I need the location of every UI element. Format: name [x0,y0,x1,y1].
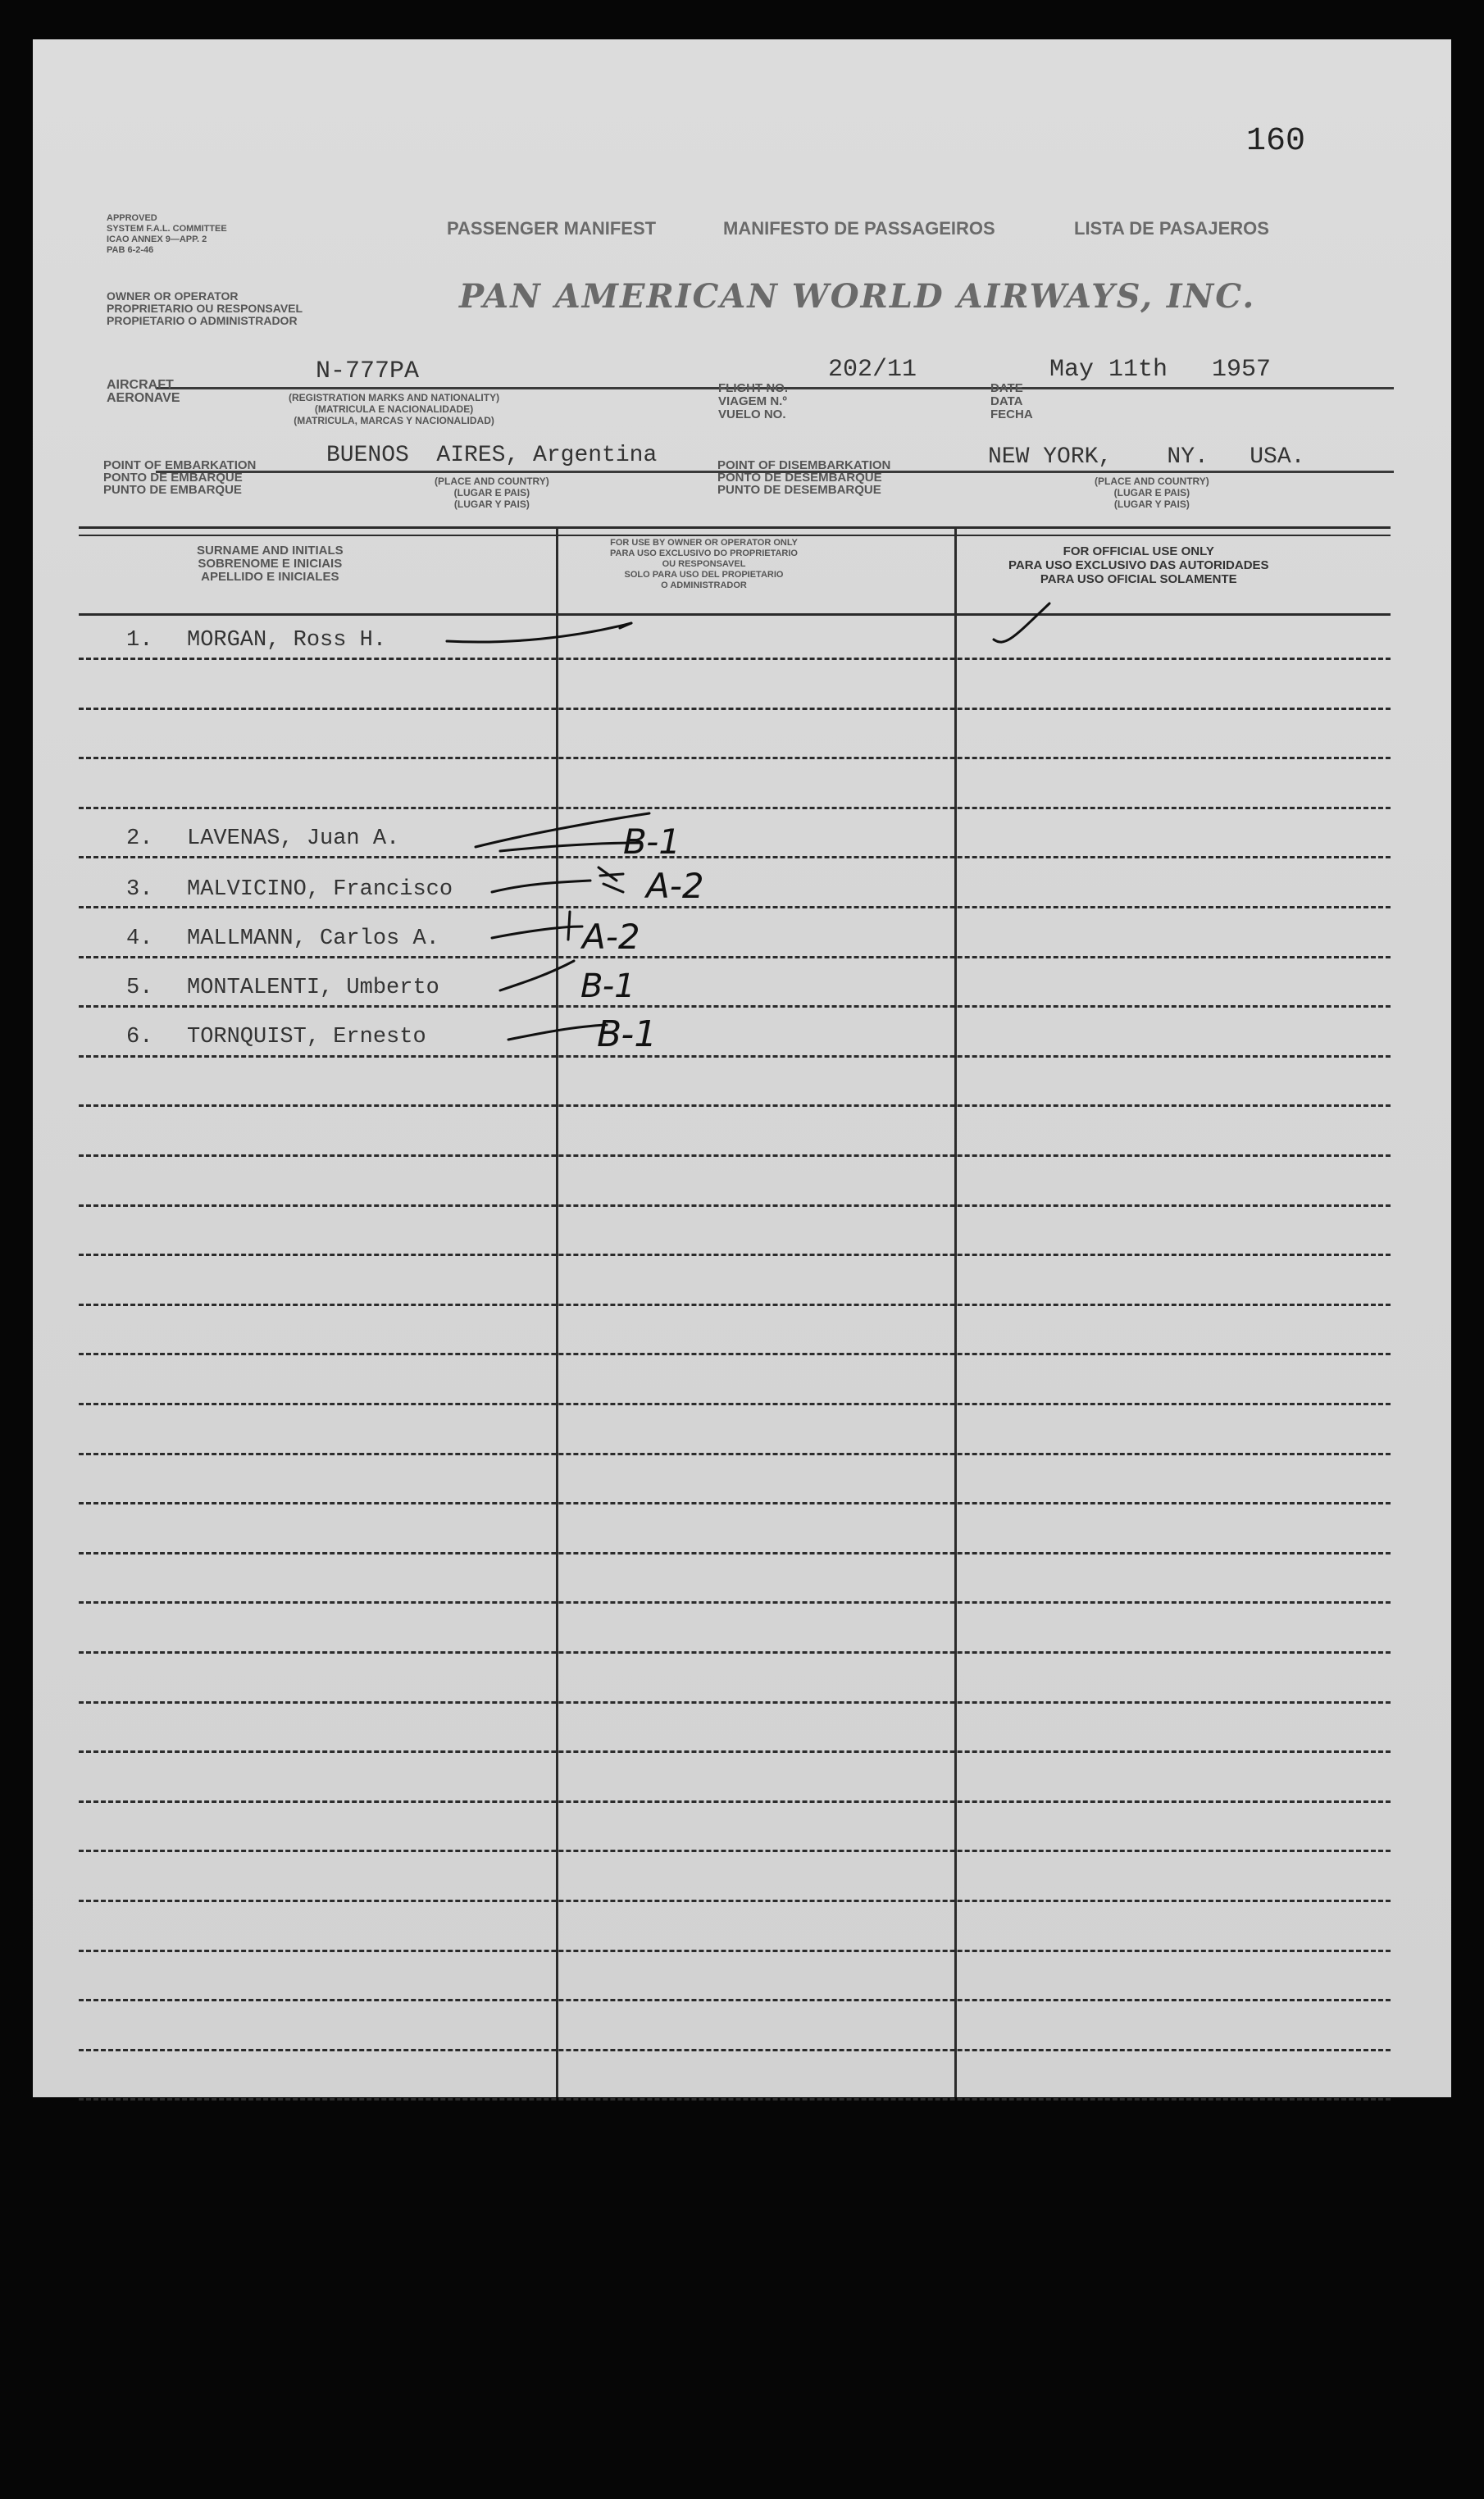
pen-line-2b [500,843,640,851]
scribble-mark [599,867,623,892]
row-rule [79,1750,1391,1753]
page-number: 160 [1246,123,1306,160]
date-label: DATE DATA FECHA [990,381,1033,421]
approval-line: PAB 6-2-46 [107,245,154,255]
pen-line-6 [508,1025,607,1040]
row-rule [79,1353,1391,1355]
pen-tick-4 [568,912,570,940]
row-rule [79,1502,1391,1504]
title-passenger-manifest: PASSENGER MANIFEST [447,218,657,239]
pen-line-1 [447,623,631,642]
official-check-mark [994,603,1049,642]
flight-label: FLIGHT NO. VIAGEM N.º VUELO NO. [718,381,788,421]
row-rule [79,1900,1391,1902]
passenger-number: 4. [126,926,153,951]
row-rule [79,1850,1391,1852]
seat-mark: B-1 [623,822,681,862]
disembark-value: NEW YORK, NY. USA. [988,444,1305,470]
passenger-number: 2. [126,826,153,851]
embark-caption: (PLACE AND COUNTRY) (LUGAR E PAIS) (LUGAR Y PAIS) [435,476,549,510]
seat-mark: A-2 [582,917,640,957]
embark-label: POINT OF EMBARKATION PONTO DE EMBARQUE PUNTO DE EMBARQUE [103,458,257,497]
handwritten-strokes [33,39,1451,1105]
seat-mark: A-2 [646,866,704,906]
owner-label: OWNER OR OPERATOR PROPRIETARIO OU RESPONSAVEL PROPIETARIO O ADMINISTRADOR [107,289,303,327]
row-rule [79,1304,1391,1306]
passenger-number: 5. [126,976,153,1000]
row-rule [79,1800,1391,1803]
row-rule [79,1204,1391,1207]
manifest-page [33,39,1451,2097]
passenger-name: LAVENAS, Juan A. [187,826,400,851]
aircraft-caption: (REGISTRATION MARKS AND NATIONALITY) (MATRICULA E NACIONALIDADE) (MATRICULA, MARCAS Y NACIONALIDAD) [289,392,500,426]
row-rule [79,2049,1391,2051]
passenger-number: 1. [126,628,153,653]
passenger-name: MALVICINO, Francisco [187,877,453,902]
row-rule [79,1601,1391,1604]
row-rule [79,1403,1391,1405]
passenger-name: MALLMANN, Carlos A. [187,926,439,951]
row-rule [79,1154,1391,1157]
passenger-number: 3. [126,877,153,902]
date-value: May 11th 1957 [1049,356,1272,384]
flight-value: 202/11 [828,356,917,384]
approval-line: ICAO ANNEX 9—APP. 2 [107,234,207,244]
passenger-name: MORGAN, Ross H. [187,628,387,653]
disembark-label: POINT OF DISEMBARKATION PONTO DE DESEMBARQUE PUNTO DE DESEMBARQUE [717,458,891,497]
embark-value: BUENOS AIRES, Argentina [326,443,658,468]
passenger-name: MONTALENTI, Umberto [187,976,439,1000]
column-header-names: SURNAME AND INITIALS SOBRENOME E INICIAIS APELLIDO E INICIALES [197,544,344,584]
row-rule [79,1552,1391,1554]
owner-name: PAN AMERICAN WORLD AIRWAYS, INC. [459,277,1256,316]
column-header-official: FOR OFFICIAL USE ONLY PARA USO EXCLUSIVO DAS AUTORIDADES PARA USO OFICIAL SOLAMENTE [1008,544,1269,586]
row-rule [79,1950,1391,1952]
passenger-name: TORNQUIST, Ernesto [187,1025,426,1049]
passenger-number: 6. [126,1025,153,1049]
row-rule [79,2098,1391,2101]
disembark-caption: (PLACE AND COUNTRY) (LUGAR E PAIS) (LUGAR Y PAIS) [1095,476,1209,510]
seat-mark: B-1 [580,967,635,1005]
row-rule [79,1701,1391,1704]
pen-line-5 [500,961,574,990]
title-manifesto: MANIFESTO DE PASSAGEIROS [723,218,995,239]
seat-mark: B-1 [597,1013,658,1055]
row-rule [79,1651,1391,1654]
aircraft-value: N-777PA [316,357,420,385]
row-rule [79,1453,1391,1455]
approval-line: SYSTEM F.A.L. COMMITTEE [107,224,227,234]
title-lista: LISTA DE PASAJEROS [1074,218,1269,239]
approval-line: APPROVED [107,213,157,223]
column-header-operator: FOR USE BY OWNER OR OPERATOR ONLY PARA USO EXCLUSIVO DO PROPRIETARIO OU RESPONSAVEL SOLO PARA USO DEL PROPIETARIO O ADMINISTRADOR [610,538,798,590]
row-rule [79,1254,1391,1256]
aircraft-label: AIRCRAFT AERONAVE [107,378,180,405]
row-rule [79,1999,1391,2001]
pen-line-3 [492,881,590,892]
